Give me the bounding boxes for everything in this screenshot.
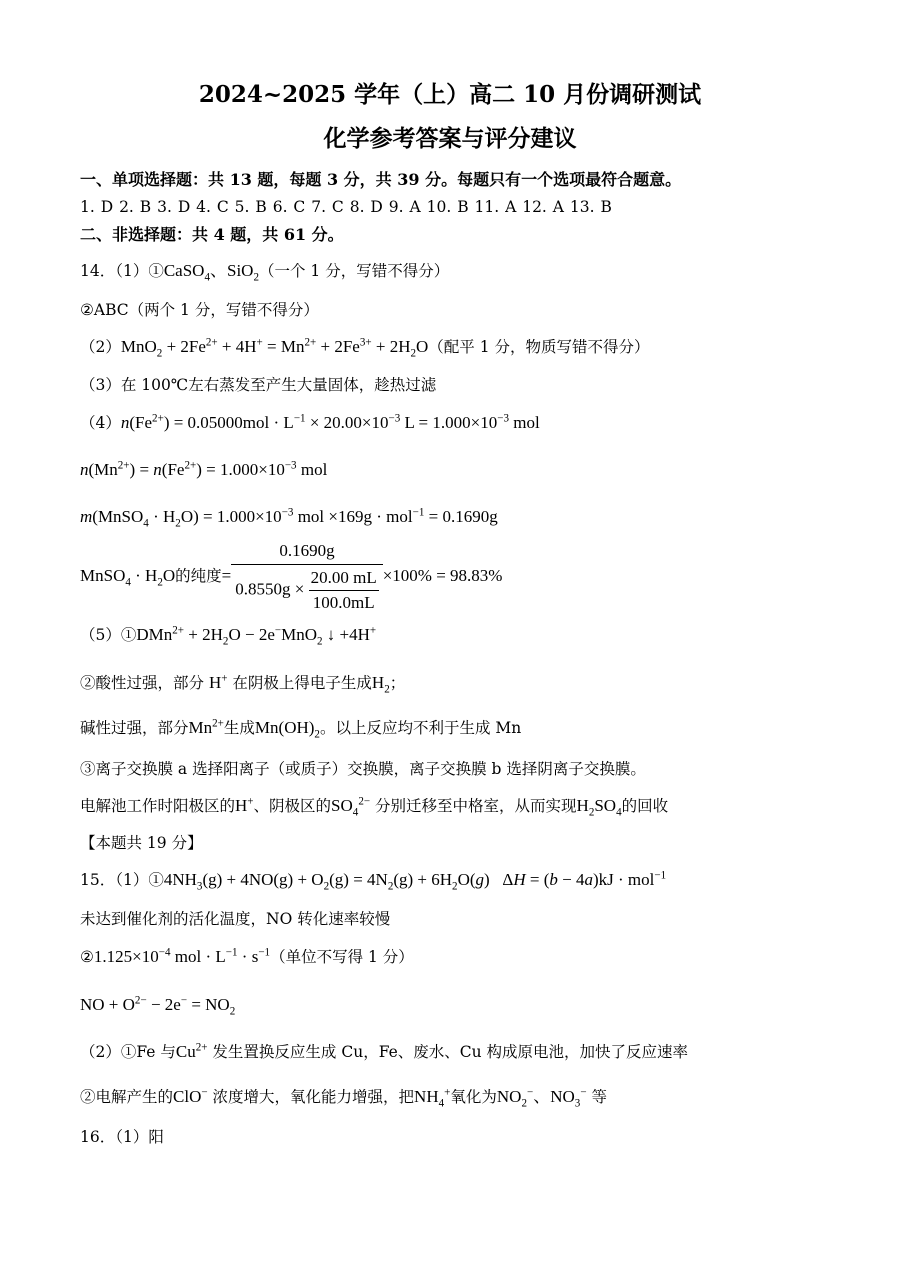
q14-line12: ③离子交换膜 a 选择阳离子（或质子）交换膜，离子交换膜 b 选择阴离子交换膜。 bbox=[80, 760, 646, 778]
q15-line1: 15．$(1)①4NH_3(g) + 4NO(g) + O_2(g) = 4N_2(g) + 6H_2O(g) \Delta H = (b - 4a)kJ \cdot mol^{-1}$ bbox=[80, 869, 667, 893]
q14-formula-1: CaSO$_4$、SiO$_2$ bbox=[163, 261, 259, 284]
q14-calc-purity: MnSO$_4$ · $H_2O$的纯度= 0.1690g 0.8550g × $\frac{20.00 mL}{100.0mL}$ ×100% = 98.83% bbox=[80, 541, 503, 612]
q15-line2: 未达到催化剂的活化温度，NO 转化速率较慢 bbox=[80, 910, 391, 928]
q14-calc-n-mn: $n(Mn^{2+}) = n(Fe^{2+}) = 1.000\times 10^{-3}$ mol bbox=[80, 459, 328, 479]
q14-line2: ②ABC（两个 1 分，写错不得分） bbox=[80, 301, 319, 319]
q15-rate: $1.125\times 10^{-4}$ mol · $L^{-1} \cdot s^{-1}$ bbox=[93, 946, 271, 966]
q15-electrode-eq: NO + $O^{2-} - 2e^- = NO_2$ bbox=[80, 994, 236, 1018]
q14-line5: $(4)n(Fe^{2+}) = 0.05000mol \cdot L^{-1} \times 20.00\times 10^{-3}$ $L = 1.000\times 10^{-3}$ mol bbox=[80, 412, 540, 432]
q15-line6: ②电解产生的ClO− 浓度增大，氧化能力增强，把$NH_4^+$氧化为$NO_2^-$、$NO_3^-$ 等 bbox=[80, 1086, 607, 1110]
q16-line1: 16．（1）阳 bbox=[80, 1128, 164, 1146]
q15-line3: $②1.125\times 10^{-4}$ mol · $L^{-1} \cdot s^{-1}$（单位不写得 1 分） bbox=[80, 946, 414, 966]
q14-equation-redox: $MnO_2 + 2Fe^{2+} + 4H^+ = Mn^{2+} + 2Fe^{3+} + 2H_2O$ bbox=[120, 336, 429, 360]
section1-heading: 一、单项选择题：共 13 题，每题 3 分，共 39 分。每题只有一个选项最符合题意。 bbox=[80, 170, 682, 189]
q14-total: 【本题共 19 分】 bbox=[80, 834, 203, 852]
q14-calc-n-fe: $n(Fe^{2+}) = 0.05000mol \cdot L^{-1} \times 20.00\times 10^{-3}$ $L = 1.000\times 10^{-3}$ mol bbox=[120, 412, 540, 432]
q14-line3: $(2)MnO_2 + 2Fe^{2+} + 4H^+ = Mn^{2+} + 2Fe^{3+} + 2H_2O$（配平 1 分，物质写错不得分） bbox=[80, 336, 650, 360]
q14-line4: （3）在 100℃左右蒸发至产生大量固体，趁热过滤 bbox=[80, 376, 437, 394]
q14-line10: ②酸性过强，部分 H+ 在阴极上得电子生成$H_2$； bbox=[80, 672, 406, 696]
q14-electrode-eq: $DMn^{2+} + 2H_2O - 2e^-MnO_2$ ↓ +4H+ bbox=[136, 624, 377, 648]
purity-fraction: 0.1690g 0.8550g × $\frac{20.00 mL}{100.0mL}$ bbox=[231, 540, 382, 614]
q15-line5: （2）①Fe 与$Cu^{2+}$ 发生置换反应生成 Cu，Fe、废水、Cu 构成原电池，加快了反应速率 bbox=[80, 1041, 689, 1061]
q14-line13: 电解池工作时阳极区的H+、阴极区的$SO_4^{2-}$ 分别迁移至中格室，从而实现$H_2SO_4$的回收 bbox=[80, 795, 669, 819]
q14-line9: （5）①DMn$^{2+}$ + $2H_2O - 2e^-MnO_2$ ↓ +4H+ bbox=[80, 624, 377, 648]
section2-heading: 二、非选择题：共 4 题，共 61 分。 bbox=[80, 225, 344, 244]
page-title: 2024~2025 学年（上）高二 10 月份调研测试 bbox=[198, 81, 702, 108]
q14-line11: 碱性过强，部分$Mn^{2+}$生成$Mn(OH)_2$。以上反应均不利于生成 Mn bbox=[80, 717, 522, 741]
page-subtitle: 化学参考答案与评分建议 bbox=[323, 125, 577, 152]
q14-calc-mass: m(MnSO$_4$ · $H_2O) = 1.000\times 10^{-3}$ mol ×169g · mol$^{-1}$ = 0.1690g bbox=[80, 506, 498, 530]
mc-answers: 1. D 2. B 3. D 4. C 5. B 6. C 7. C 8. D 9. A 10. B 11. A 12. A 13. B bbox=[80, 198, 612, 216]
q15-thermo-eq: $4NH_3(g) + 4NO(g) + O_2(g) = 4N_2(g) + 6H_2O(g) \Delta H = (b - 4a)kJ \cdot mol^{-1}$ bbox=[163, 869, 667, 893]
q14-line1: 14．（1）①CaSO$_4$、SiO$_2$（一个 1 分，写错不得分） bbox=[80, 261, 450, 284]
